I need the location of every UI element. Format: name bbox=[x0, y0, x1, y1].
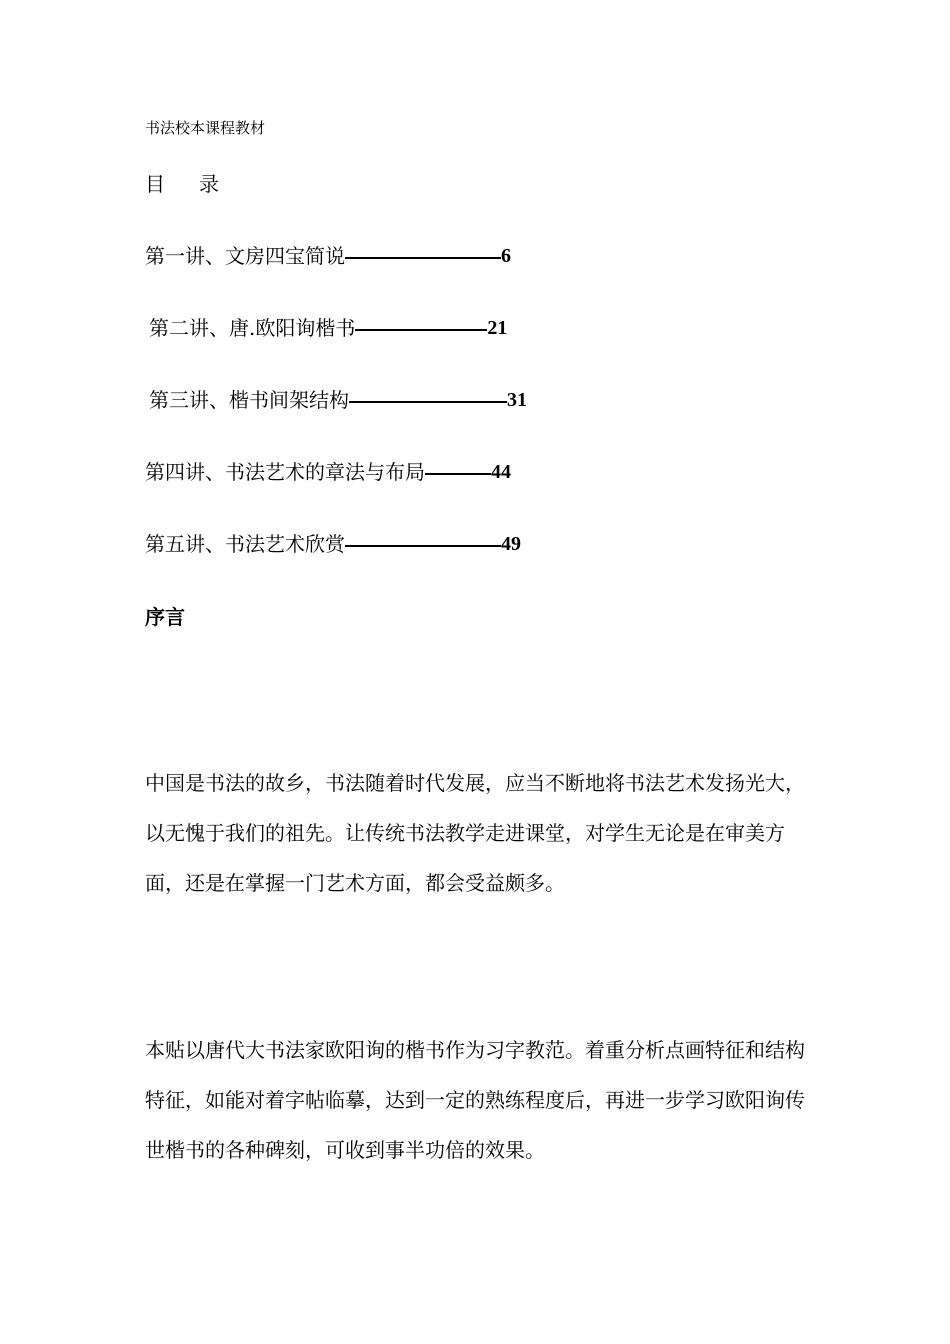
toc-entry-label: 第三讲、楷书间架结构 bbox=[149, 388, 349, 412]
toc-leader-line bbox=[345, 545, 501, 547]
toc-heading-left: 目 bbox=[145, 172, 165, 196]
toc-entry-2[interactable] bbox=[149, 314, 507, 342]
toc-entry-4[interactable] bbox=[145, 458, 511, 486]
toc-entry-3[interactable] bbox=[149, 386, 527, 414]
toc-entry-label: 第五讲、书法艺术欣赏 bbox=[145, 532, 345, 556]
toc-entry-label: 第四讲、书法艺术的章法与布局 bbox=[145, 460, 425, 484]
document-header-title: 书法校本课程教材 bbox=[145, 119, 266, 137]
toc-leader-line bbox=[345, 257, 501, 259]
toc-entry-5[interactable] bbox=[145, 530, 521, 558]
preface-paragraph-2: 本贴以唐代大书法家欧阳询的楷书作为习字教范。着重分析点画特征和结构特征，如能对着字帖临摹，达到一定的熟练程度后，再进一步学习欧阳询传世楷书的各种碑刻，可收到事半功倍的效果。 bbox=[145, 1038, 805, 1162]
toc-leader-line bbox=[425, 473, 491, 475]
toc-leader-line bbox=[349, 401, 507, 403]
toc-entry-page: 31 bbox=[507, 389, 527, 411]
preface-paragraph-1: 中国是书法的故乡，书法随着时代发展，应当不断地将书法艺术发扬光大，以无愧于我们的祖先。让传统书法教学走进课堂，对学生无论是在审美方面，还是在掌握一门艺术方面，都会受益颇多。 bbox=[145, 771, 805, 895]
toc-entry-page: 6 bbox=[501, 245, 511, 267]
toc-entry-label: 第二讲、唐.欧阳询楷书 bbox=[149, 316, 356, 340]
toc-entry-page: 49 bbox=[501, 533, 521, 555]
toc-entry-page: 44 bbox=[491, 461, 511, 483]
toc-heading-right: 录 bbox=[199, 172, 219, 196]
toc-entry-page: 21 bbox=[487, 317, 508, 339]
toc-entry-label: 第一讲、文房四宝简说 bbox=[145, 244, 345, 268]
preface-heading: 序言 bbox=[145, 605, 185, 629]
toc-leader-line bbox=[355, 329, 487, 331]
toc-entry-1[interactable] bbox=[145, 242, 511, 270]
toc-heading bbox=[145, 170, 219, 198]
